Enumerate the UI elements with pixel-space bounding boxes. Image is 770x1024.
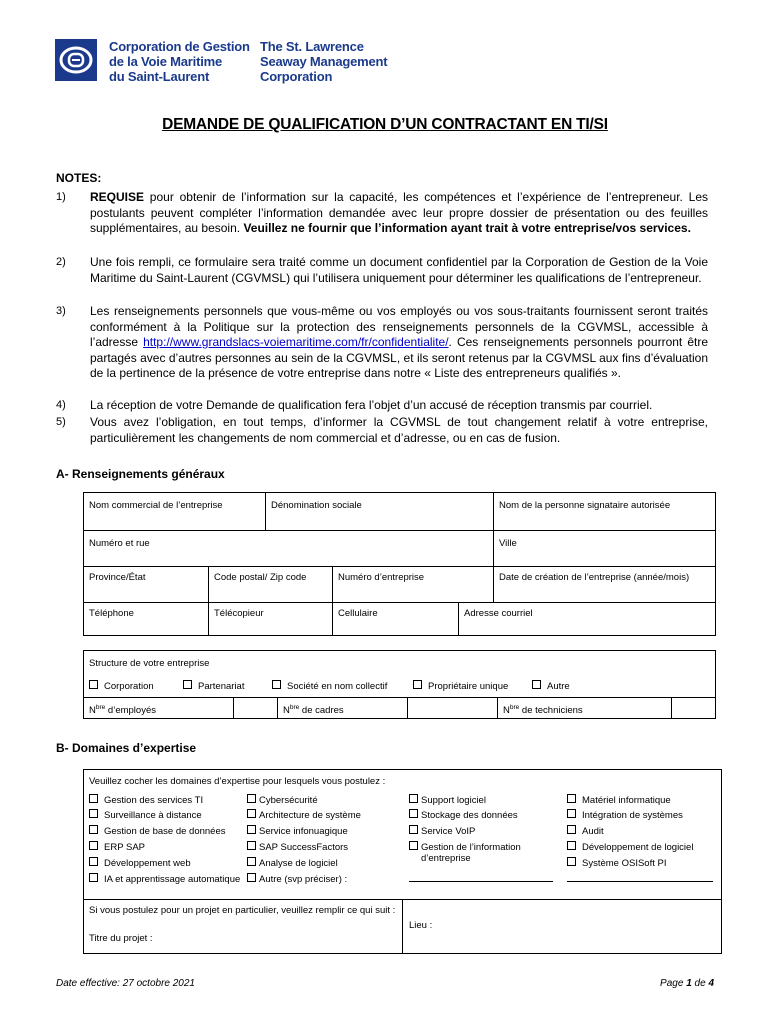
expertise-label: SAP SuccessFactors: [259, 842, 349, 853]
section-a-heading: A- Renseignements généraux: [56, 467, 225, 481]
expertise-label: Audit: [582, 826, 604, 837]
nbre-prefix: N: [283, 705, 290, 717]
note-4: [56, 398, 708, 414]
page-prefix: Page: [660, 978, 687, 989]
page-total: 4: [708, 978, 714, 989]
expertise-integration[interactable]: [567, 809, 683, 821]
org-name-en: [260, 39, 387, 84]
field-nom-commercial[interactable]: Nom commercial de l’entreprise: [89, 500, 223, 511]
field-nbre-employes[interactable]: [89, 704, 156, 716]
section-b-heading: B- Domaines d’expertise: [56, 741, 197, 755]
checkbox-icon[interactable]: [409, 794, 418, 803]
option-label: Partenariat: [198, 681, 245, 692]
checkbox-icon[interactable]: [89, 809, 98, 818]
note-5: [56, 415, 708, 446]
expertise-audit[interactable]: [567, 825, 604, 837]
note-bold-tail: Veuillez ne fournir que l’information ayant trait à votre entreprise/vos services.: [243, 221, 691, 236]
nbre-prefix: N: [89, 705, 96, 717]
checkbox-icon[interactable]: [409, 825, 418, 834]
checkbox-icon[interactable]: [567, 794, 576, 803]
expertise-label: Cybersécurité: [259, 795, 318, 806]
expertise-architecture[interactable]: [247, 809, 361, 821]
note-number: 4): [56, 399, 66, 411]
expertise-label: Gestion de l’information d’entreprise: [421, 842, 521, 864]
expertise-dev-logiciel[interactable]: [567, 841, 693, 853]
expertise-gestion-information[interactable]: [409, 841, 546, 864]
field-numero-rue[interactable]: Numéro et rue: [89, 538, 150, 549]
expertise-sap-successfactors[interactable]: [247, 841, 348, 853]
checkbox-icon[interactable]: [89, 857, 98, 866]
general-info-table: [83, 492, 716, 636]
field-nbre-cadres[interactable]: [283, 704, 344, 716]
field-lieu[interactable]: Lieu :: [409, 920, 433, 931]
nbre-sup: bre: [95, 704, 106, 711]
page-number: [660, 978, 714, 989]
nbre-sup: bre: [289, 704, 300, 711]
note-text: La réception de votre Demande de qualification fera l’objet d’un accusé de réception transmis par courriel.: [90, 398, 653, 412]
expertise-gestion-services-ti[interactable]: [89, 794, 203, 806]
page-current: 1: [686, 978, 692, 989]
checkbox-icon[interactable]: [409, 809, 418, 818]
option-corporation[interactable]: [89, 680, 154, 692]
option-autre[interactable]: [532, 680, 570, 692]
field-denomination-sociale[interactable]: Dénomination sociale: [271, 500, 362, 511]
expertise-label: ERP SAP: [104, 842, 146, 853]
expertise-materiel[interactable]: [567, 794, 671, 806]
expertise-label: Service VoIP: [421, 826, 476, 837]
note-text: Une fois rempli, ce formulaire sera traité comme un document confidentiel par la Corporation de Gestion de la Voie Maritime du Saint-Laurent (CGVMSL) qui l’utilisera uniquement pour déterminer les qualifications de l’entrepreneur.: [90, 255, 708, 285]
field-signataire[interactable]: Nom de la personne signataire autorisée: [499, 500, 671, 511]
seaway-logo-icon: [55, 39, 97, 81]
expertise-intro: Veuillez cocher les domaines d’expertise pour lesquels vous postulez :: [89, 776, 386, 787]
expertise-support-logiciel[interactable]: [409, 794, 486, 806]
checkbox-icon[interactable]: [567, 857, 576, 866]
checkbox-icon[interactable]: [247, 794, 256, 803]
checkbox-icon[interactable]: [89, 825, 98, 834]
page-of: de: [691, 978, 709, 989]
expertise-autre[interactable]: [247, 873, 347, 885]
note-3: [56, 304, 708, 382]
option-label: Société en nom collectif: [287, 681, 388, 692]
option-label: Corporation: [104, 681, 154, 692]
expertise-stockage[interactable]: [409, 809, 518, 821]
expertise-label: Support logiciel: [421, 795, 486, 806]
org-fr-line-2: de la Voie Maritime: [109, 54, 222, 69]
expertise-label: Surveillance à distance: [104, 810, 202, 821]
expertise-label: Analyse de logiciel: [259, 858, 338, 869]
field-titre-projet[interactable]: Titre du projet :: [89, 933, 153, 944]
field-date-creation[interactable]: Date de création de l’entreprise (année/mois): [499, 572, 690, 583]
nbre-employes-label: d’employés: [105, 705, 156, 717]
checkbox-icon[interactable]: [567, 841, 576, 850]
field-adresse-courriel[interactable]: Adresse courriel: [464, 608, 533, 619]
org-fr-line-3: du Saint-Laurent: [109, 69, 210, 84]
org-en-line-1: The St. Lawrence: [260, 39, 364, 54]
expertise-erp-sap[interactable]: [89, 841, 145, 853]
checkbox-icon[interactable]: [89, 794, 98, 803]
notes-heading: NOTES:: [56, 171, 102, 185]
expertise-label: Gestion de base de données: [104, 826, 226, 837]
note-text: [90, 304, 708, 382]
structure-label: Structure de votre entreprise: [89, 658, 210, 669]
field-telephone[interactable]: Téléphone: [89, 608, 134, 619]
field-cellulaire[interactable]: Cellulaire: [338, 608, 378, 619]
nbre-sup: bre: [509, 704, 520, 711]
option-societe-nom-collectif[interactable]: [272, 680, 387, 692]
org-name-fr: [109, 39, 250, 84]
checkbox-icon[interactable]: [247, 873, 256, 882]
expertise-label: Système OSISoft PI: [582, 858, 667, 869]
note-number: 2): [56, 256, 66, 268]
expertise-gestion-bd[interactable]: [89, 825, 225, 837]
projet-instructions: Si vous postulez pour un projet en particulier, veuillez remplir ce qui suit :: [89, 905, 396, 916]
checkbox-icon[interactable]: [247, 809, 256, 818]
org-fr-line-1: Corporation de Gestion: [109, 39, 250, 54]
checkbox-icon[interactable]: [183, 680, 192, 689]
checkbox-icon[interactable]: [247, 825, 256, 834]
nbre-cadres-label: de cadres: [299, 705, 344, 717]
field-ville[interactable]: Ville: [499, 538, 517, 549]
expertise-label: Service infonuagique: [259, 826, 348, 837]
expertise-label: Développement web: [104, 858, 191, 869]
expertise-ia[interactable]: [89, 873, 242, 885]
checkbox-icon[interactable]: [247, 857, 256, 866]
org-en-line-2: Seaway Management: [260, 54, 388, 69]
expertise-analyse-logiciel[interactable]: [247, 857, 338, 869]
checkbox-icon[interactable]: [272, 680, 281, 689]
field-nbre-techniciens[interactable]: [503, 704, 583, 716]
checkbox-icon[interactable]: [409, 841, 418, 850]
field-telecopieur[interactable]: Télécopieur: [214, 608, 264, 619]
checkbox-icon[interactable]: [532, 680, 541, 689]
field-code-postal[interactable]: Code postal/ Zip code: [214, 572, 307, 583]
expertise-dev-web[interactable]: [89, 857, 191, 869]
note-body: . Ces renseignements personnels pourront être partagés avec d’autres personnes au sein de la CGVMSL, et ils seront retenus par la CGVMSL aux fins d’évaluation de la pertinence de la présence de votre entreprise dans notre « Liste des entrepreneurs qualifiés ».: [90, 335, 708, 381]
option-label: Autre: [547, 681, 570, 692]
note-number: 3): [56, 305, 66, 317]
checkbox-icon[interactable]: [413, 680, 422, 689]
autre-precision-line-2[interactable]: [567, 881, 713, 882]
date-effective: Date effective: 27 octobre 2021: [56, 978, 195, 989]
option-proprietaire-unique[interactable]: [413, 680, 508, 692]
privacy-policy-link[interactable]: http://www.grandslacs-voiemaritime.com/fr/confidentialite/: [143, 335, 449, 350]
checkbox-icon[interactable]: [89, 680, 98, 689]
expertise-label: Autre (svp préciser) :: [259, 874, 348, 885]
note-number: 1): [56, 191, 66, 203]
note-body: Les renseignements personnels que vous-même ou vos employés ou vos sous-traitants fournissent seront traités conformément à la Politique sur la protection des renseignements personnels de la CGVMSL, accessible à l’adresse: [90, 304, 708, 350]
note-2: [56, 255, 708, 286]
expertise-label: Développement de logiciel: [582, 842, 694, 853]
checkbox-icon[interactable]: [89, 841, 98, 850]
expertise-label: IA et apprentissage automatique: [104, 874, 241, 885]
note-text: [90, 190, 708, 237]
expertise-label: Gestion des services TI: [104, 795, 204, 806]
nbre-techniciens-label: de techniciens: [519, 705, 583, 717]
option-label: Propriétaire unique: [428, 681, 509, 692]
document-title: DEMANDE DE QUALIFICATION D’UN CONTRACTANT EN TI/SI: [162, 116, 608, 133]
expertise-label: Architecture de système: [259, 810, 361, 821]
expertise-voip[interactable]: [409, 825, 475, 837]
field-province[interactable]: Province/État: [89, 572, 146, 583]
seaway-logo: [55, 39, 97, 81]
expertise-label: Intégration de systèmes: [582, 810, 683, 821]
org-en-line-3: Corporation: [260, 69, 333, 84]
checkbox-icon[interactable]: [567, 825, 576, 834]
checkbox-icon[interactable]: [247, 841, 256, 850]
expertise-label: Stockage des données: [421, 810, 518, 821]
expertise-infonuagique[interactable]: [247, 825, 348, 837]
checkbox-icon[interactable]: [89, 873, 98, 882]
option-partenariat[interactable]: [183, 680, 244, 692]
note-number: 5): [56, 416, 66, 428]
autre-precision-line[interactable]: [409, 881, 553, 882]
expertise-surveillance-distance[interactable]: [89, 809, 202, 821]
note-bold-lead: REQUISE: [90, 190, 145, 204]
expertise-cybersecurite[interactable]: [247, 794, 318, 806]
field-numero-entreprise[interactable]: Numéro d’entreprise: [338, 572, 425, 583]
note-text: Vous avez l’obligation, en tout temps, d’informer la CGVMSL de tout changement relatif à votre entreprise, particulièrement les changements de nom commercial et d’adresse, ou en cas de fusion.: [90, 415, 708, 445]
checkbox-icon[interactable]: [567, 809, 576, 818]
expertise-osisoft[interactable]: [567, 857, 666, 869]
expertise-label: Matériel informatique: [582, 795, 671, 806]
nbre-prefix: N: [503, 705, 510, 717]
note-1: [56, 190, 708, 237]
note-body: pour obtenir de l’information sur la capacité, les compétences et l’expérience de l’entrepreneur. Les postulants peuvent compléter l’information demandée avec leur propre dossier de présentation ou des feuilles supplémentaires, au besoin.: [90, 190, 708, 236]
